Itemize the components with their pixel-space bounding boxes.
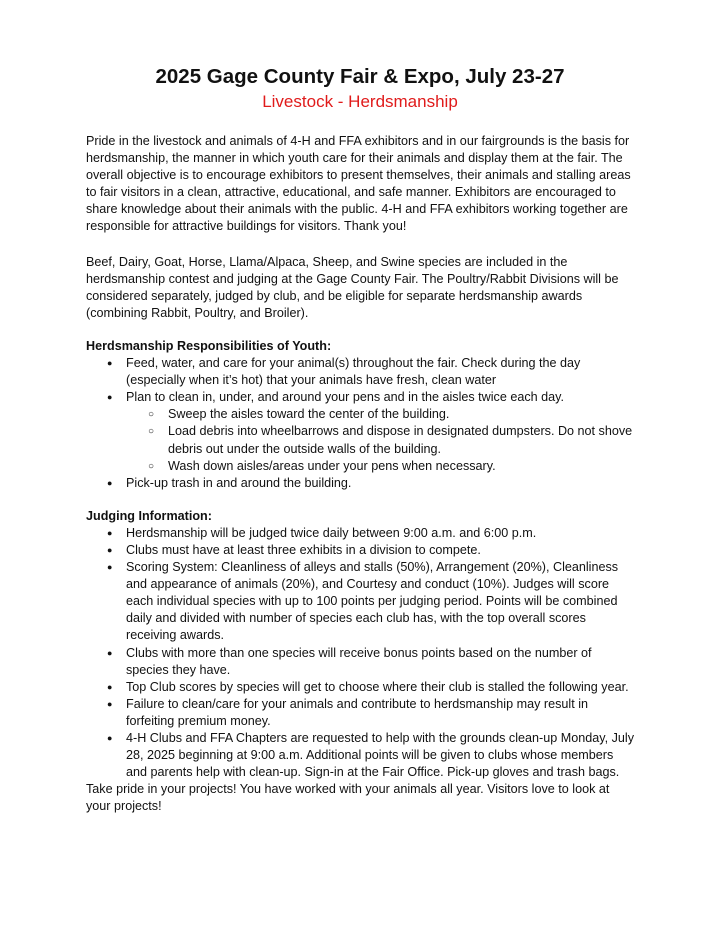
- list-item-text: Plan to clean in, under, and around your pens and in the aisles twice each day.: [126, 390, 565, 405]
- judging-heading: Judging Information:: [86, 508, 212, 523]
- list-item: [86, 645, 634, 679]
- judging-list: [86, 525, 634, 781]
- list-item: [86, 679, 634, 696]
- sublist-item-text: Load debris into wheelbarrows and dispose in designated dumpsters. Do not shove debris out under the outside walls of the building.: [168, 424, 633, 456]
- list-item: [86, 525, 634, 542]
- list-item: [86, 475, 634, 492]
- list-item-text: Pick-up trash in and around the building.: [126, 475, 352, 490]
- sublist-item-text: Sweep the aisles toward the center of the building.: [168, 407, 450, 422]
- list-item: [86, 389, 634, 474]
- list-item: [86, 730, 634, 781]
- list-item-text: Clubs must have at least three exhibits in a division to compete.: [126, 542, 481, 557]
- sublist-item: [126, 458, 634, 475]
- list-item-text: 4-H Clubs and FFA Chapters are requested to help with the grounds clean-up Monday, July 28, 2025 beginning at 9:00 a.m. Additional points will be given to clubs whose members and parents help with clean-up. Sign-in at the Fair Office. Pick-up gloves and trash bags.: [126, 731, 634, 780]
- cleaning-sublist: [126, 406, 634, 474]
- page-subtitle: Livestock - Herdsmanship: [262, 92, 458, 111]
- intro-paragraph-2: Beef, Dairy, Goat, Horse, Llama/Alpaca, Sheep, and Swine species are included in the herdsmanship contest and judging at the Gage County Fair. The Poultry/Rabbit Divisions will be considered separately, judged by club, and be eligible for separate herdsmanship awards (combining Rabbit, Poultry, and Broiler).: [86, 254, 619, 320]
- page-title: 2025 Gage County Fair & Expo, July 23-27: [155, 65, 565, 88]
- sublist-item: [126, 423, 634, 457]
- list-item-text: Herdsmanship will be judged twice daily between 9:00 a.m. and 6:00 p.m.: [126, 525, 537, 540]
- responsibilities-list: [86, 355, 634, 492]
- list-item: [86, 542, 634, 559]
- sublist-item: [126, 406, 634, 423]
- list-item-text: Top Club scores by species will get to choose where their club is stalled the following year.: [126, 679, 629, 694]
- sublist-item-text: Wash down aisles/areas under your pens when necessary.: [168, 458, 496, 473]
- list-item-text: Scoring System: Cleanliness of alleys and stalls (50%), Arrangement (20%), Cleanliness and appearance of animals (20%), and Courtesy and conduct (10%). Judges will score each individual species with up to 100 points per judging period. Points will be combined daily and divided with number of species each club has, with the top overall scores receiving awards.: [126, 560, 619, 643]
- list-item: [86, 559, 634, 644]
- list-item-text: Feed, water, and care for your animal(s) throughout the fair. Check during the day (especially when it’s hot) that your animals have fresh, clean water: [126, 356, 581, 388]
- list-item-text: Clubs with more than one species will receive bonus points based on the number of species they have.: [126, 645, 592, 677]
- list-item-text: Failure to clean/care for your animals and contribute to herdsmanship may result in forfeiting premium money.: [126, 696, 588, 728]
- list-item: [86, 696, 634, 730]
- closing-paragraph: Take pride in your projects! You have worked with your animals all year. Visitors love to look at your projects!: [86, 782, 610, 814]
- intro-paragraph-1: Pride in the livestock and animals of 4-H and FFA exhibitors and in our fairgrounds is the basis for herdsmanship, the manner in which youth care for their animals and display them at the fair. The overall objective is to encourage exhibitors to present themselves, their animals and stalling areas to fair visitors in a clean, attractive, educational, and safe manner. Exhibitors are encouraged to share knowledge about their animals with the public. 4-H and FFA exhibitors working together are responsible for attractive buildings for visitors. Thank you!: [86, 134, 631, 234]
- responsibilities-heading: Herdsmanship Responsibilities of Youth:: [86, 338, 332, 353]
- list-item: [86, 355, 634, 389]
